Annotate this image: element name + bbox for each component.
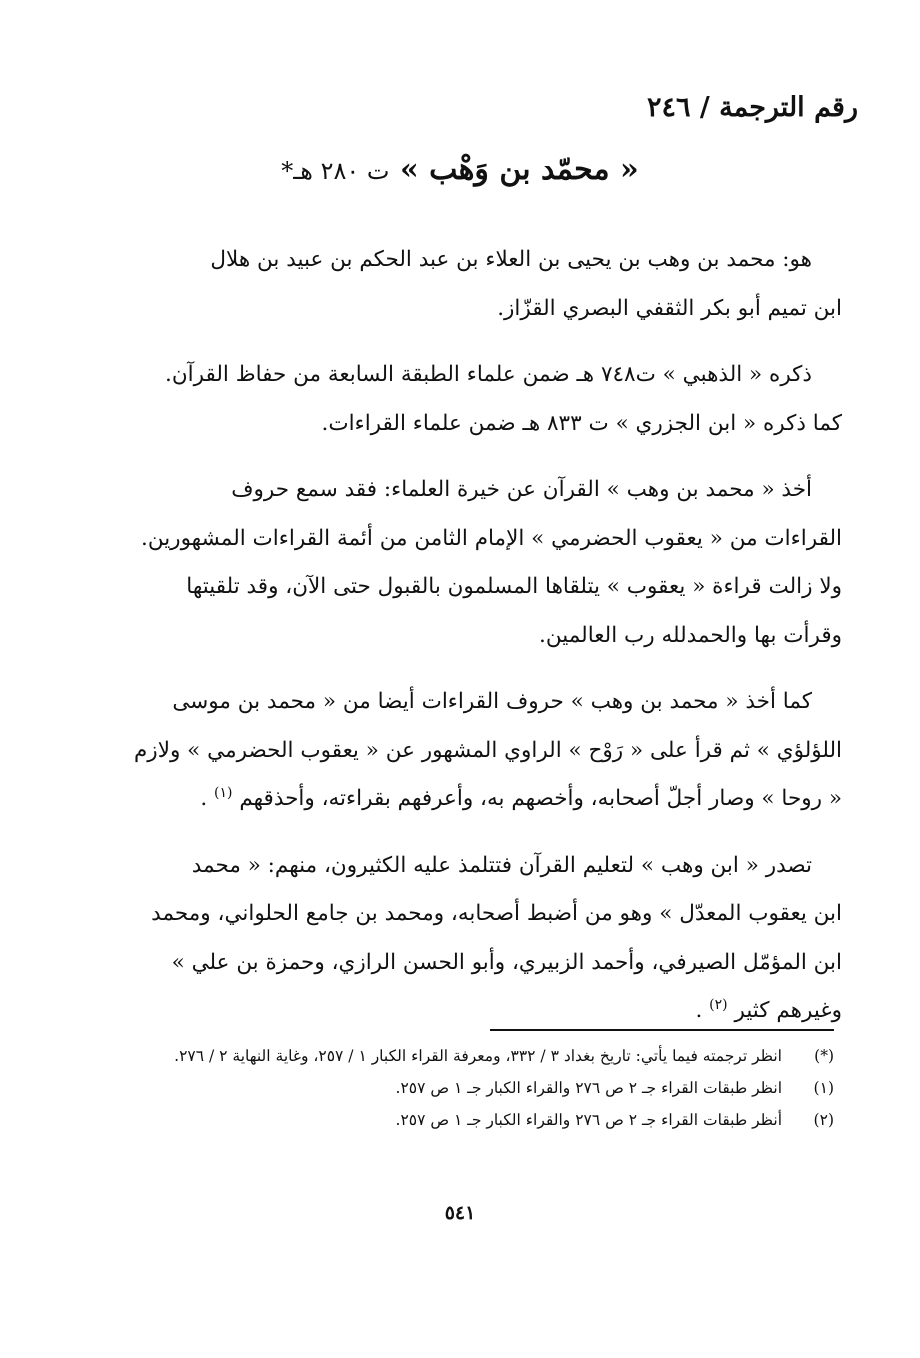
footnote: [70, 1040, 834, 1072]
paragraph-teachers: [64, 466, 842, 660]
paragraph-line: تصدر « ابن وهب » لتعليم القرآن فتتلمذ عليه الكثيرون، منهم: « محمد: [191, 852, 812, 878]
paragraph-line: اللؤلؤي » ثم قرأ على « رَوْح » الراوي المشهور عن « يعقوب الحضرمي » ولازم: [134, 737, 842, 763]
paragraph-identity: [64, 236, 842, 333]
paragraph-line: القراءات من « يعقوب الحضرمي » الإمام الثامن من أئمة القراءات المشهورين.: [141, 525, 842, 551]
paragraph-line: كما أخذ « محمد بن وهب » حروف القراءات أيضا من « محمد بن موسى: [172, 689, 812, 714]
footnote-text: أنظر طبقات القراء جـ ٢ ص ٢٧٦ والقراء الكبار جـ ١ ص ٢٥٧.: [395, 1111, 782, 1129]
body-text: [64, 236, 842, 1054]
page-number: ٥٤١: [444, 1202, 476, 1224]
paragraph-line: أخذ « محمد بن وهب » القرآن عن خيرة العلماء: فقد سمع حروف: [231, 477, 812, 502]
footnote-text: انظر ترجمته فيما يأتي: تاريخ بغداد ٣ / ٣٣٢، ومعرفة القراء الكبار ١ / ٢٥٧، وغاية النهاية ٢ / ٢٧٦.: [174, 1047, 782, 1065]
paragraph-last-line: [64, 775, 842, 824]
entry-title-name: « محمّد بن وَهْب »: [399, 152, 639, 187]
footnote: [70, 1104, 834, 1136]
footnote: [70, 1072, 834, 1104]
footnote-reference: (١): [214, 784, 233, 801]
footnote-mark: (١): [813, 1079, 834, 1097]
paragraph-end-punctuation: .: [695, 998, 710, 1023]
paragraph-line: وغيرهم كثير: [734, 998, 842, 1023]
footnote-divider: [490, 1029, 834, 1031]
paragraph-mentions: [64, 351, 842, 448]
footnote-mark: (٢): [813, 1111, 834, 1129]
paragraph-students: [64, 842, 842, 1036]
footnote-text: انظر طبقات القراء جـ ٢ ص ٢٧٦ والقراء الكبار جـ ١ ص ٢٥٧.: [395, 1079, 782, 1097]
entry-title-date: ت ٢٨٠ هـ*: [281, 157, 390, 185]
paragraph-line: كما ذكره « ابن الجزري » ت ٨٣٣ هـ ضمن علماء القراءات.: [321, 410, 842, 436]
paragraph-line: هو: محمد بن وهب بن يحيى بن العلاء بن عبد الحكم بن عبيد بن هلال: [210, 247, 812, 272]
translation-number-header: رقم الترجمة / ٢٤٦: [646, 92, 858, 123]
footnote-reference: (٢): [709, 996, 728, 1013]
paragraph-line: « روحا » وصار أجلّ أصحابه، وأخصهم به، وأعرفهم بقراءته، وأحذقهم: [239, 786, 842, 811]
entry-title: [0, 152, 920, 187]
paragraph-end-punctuation: .: [200, 786, 215, 811]
paragraph-line: ابن تميم أبو بكر الثقفي البصري القزّاز.: [497, 295, 842, 321]
footnote-mark: (*): [814, 1047, 834, 1065]
footnotes: [70, 1040, 834, 1136]
paragraph-line: ذكره « الذهبي » ت٧٤٨ هـ ضمن علماء الطبقة السابعة من حفاظ القرآن.: [165, 362, 812, 387]
paragraph-line: ابن يعقوب المعدّل » وهو من أضبط أصحابه، ومحمد بن جامع الحلواني، ومحمد: [151, 901, 842, 926]
paragraph-other-teachers: [64, 678, 842, 824]
paragraph-line: ابن المؤمّل الصيرفي، وأحمد الزبيري، وأبو الحسن الرازي، وحمزة بن علي »: [171, 949, 842, 975]
paragraph-line: وقرأت بها والحمدلله رب العالمين.: [539, 622, 842, 648]
paragraph-line: ولا زالت قراءة « يعقوب » يتلقاها المسلمون بالقبول حتى الآن، وقد تلقيتها: [186, 574, 842, 599]
